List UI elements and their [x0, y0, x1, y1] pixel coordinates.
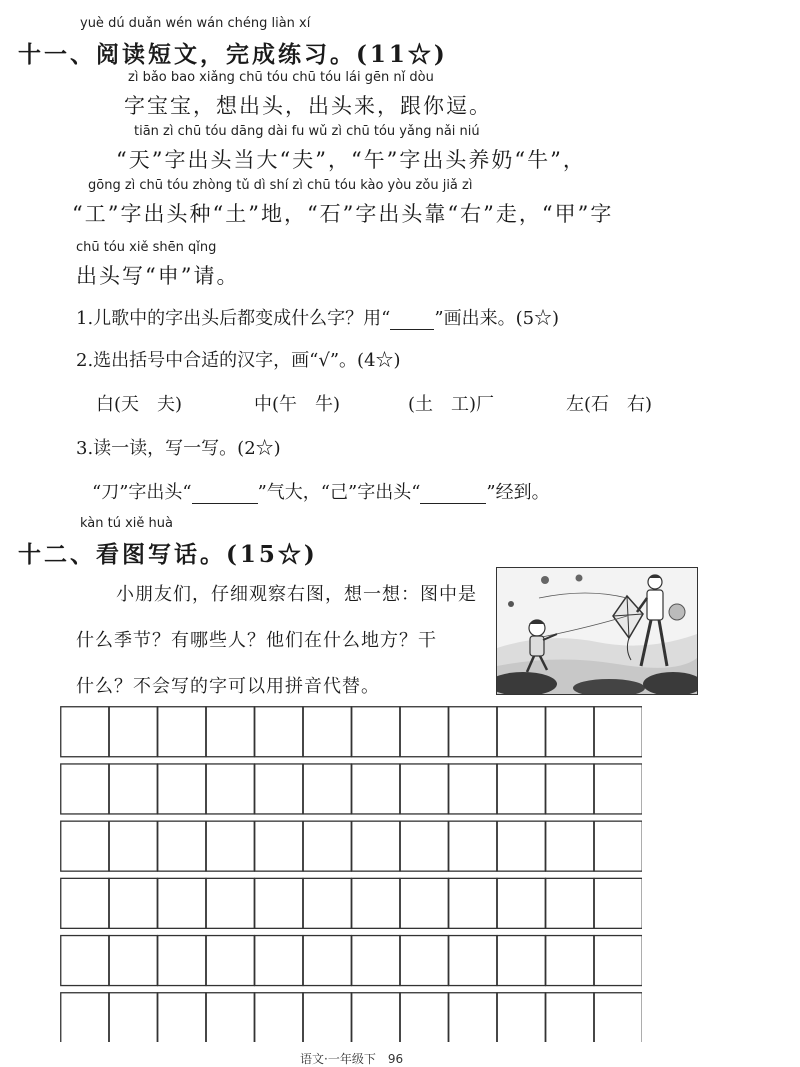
grid-cell[interactable] — [449, 764, 497, 814]
grid-cell[interactable] — [352, 764, 400, 814]
grid-cell[interactable] — [109, 878, 157, 928]
poem-line2: “天”字出头当大“夫”，“午”字出头养奶“牛”， — [116, 148, 586, 172]
q3-fill-line: “刀”字出头“ ”气大，“己”字出头“ ”经到。 — [92, 482, 550, 503]
q1-blank[interactable] — [390, 311, 434, 330]
grid-cell[interactable] — [158, 764, 206, 814]
grid-cell[interactable] — [303, 936, 351, 986]
kite-flying-illustration — [496, 567, 698, 695]
poem-line1: 字宝宝，想出头，出头来，跟你逗。 — [124, 94, 492, 118]
grid-cell[interactable] — [352, 936, 400, 986]
grid-cell[interactable] — [255, 821, 303, 871]
grid-cell[interactable] — [497, 707, 545, 757]
question-2: 2.选出括号中合适的汉字，画“√”。(4☆) — [76, 350, 401, 371]
grid-cell[interactable] — [449, 936, 497, 986]
grid-cell[interactable] — [352, 993, 400, 1042]
section12-pinyin: kàn tú xiě huà — [80, 516, 173, 531]
grid-cell[interactable] — [61, 878, 109, 928]
grid-cell[interactable] — [255, 878, 303, 928]
q2-option-2[interactable]: 中(午 牛) — [254, 394, 341, 415]
grid-cell[interactable] — [158, 936, 206, 986]
grid-cell[interactable] — [594, 993, 642, 1042]
section11-title: 十一、阅读短文，完成练习。(11☆) — [18, 41, 448, 68]
q2-option-1[interactable]: 白(天 夫) — [96, 394, 183, 415]
grid-cell[interactable] — [497, 936, 545, 986]
grid-cell[interactable] — [594, 936, 642, 986]
grid-cell[interactable] — [497, 878, 545, 928]
q2-option-3[interactable]: (土 工)厂 — [408, 394, 495, 415]
section12-title: 十二、看图写话。(15☆) — [18, 541, 318, 568]
grid-cell[interactable] — [594, 878, 642, 928]
grid-cell[interactable] — [61, 764, 109, 814]
grid-cell[interactable] — [109, 936, 157, 986]
grid-cell[interactable] — [400, 993, 448, 1042]
grid-cell[interactable] — [449, 993, 497, 1042]
instruction-line3: 什么？不会写的字可以用拼音代替。 — [76, 676, 380, 697]
question-3: 3.读一读，写一写。(2☆) — [76, 438, 281, 459]
grid-cell[interactable] — [449, 821, 497, 871]
grid-cell[interactable] — [109, 821, 157, 871]
grid-cell[interactable] — [400, 764, 448, 814]
grid-cell[interactable] — [546, 821, 594, 871]
poem-line3-pinyin: gōng zì chū tóu zhòng tǔ dì shí zì chū tóu kào yòu zǒu jiǎ zì — [88, 178, 473, 193]
grid-cell[interactable] — [352, 821, 400, 871]
grid-cell[interactable] — [61, 707, 109, 757]
grid-cell[interactable] — [546, 878, 594, 928]
grid-cell[interactable] — [449, 707, 497, 757]
section11-pinyin: yuè dú duǎn wén wán chéng liàn xí — [80, 16, 311, 31]
grid-cell[interactable] — [255, 993, 303, 1042]
q3-blank-1[interactable] — [192, 485, 258, 504]
grid-cell[interactable] — [546, 764, 594, 814]
grid-cell[interactable] — [400, 707, 448, 757]
poem-line3: “工”字出头种“土”地，“石”字出头靠“右”走，“甲”字 — [72, 202, 614, 226]
instruction-line2: 什么季节？有哪些人？他们在什么地方？干 — [76, 630, 437, 651]
grid-cell[interactable] — [594, 821, 642, 871]
grid-cell[interactable] — [61, 993, 109, 1042]
grid-cell[interactable] — [158, 707, 206, 757]
q3-blank-2[interactable] — [420, 485, 486, 504]
question-1: 1.儿歌中的字出头后都变成什么字？用“ ”画出来。(5☆) — [76, 308, 560, 329]
grid-cell[interactable] — [594, 707, 642, 757]
grid-cell[interactable] — [158, 878, 206, 928]
grid-cell[interactable] — [206, 707, 254, 757]
grid-cell[interactable] — [352, 878, 400, 928]
grid-cell[interactable] — [594, 764, 642, 814]
grid-cell[interactable] — [449, 878, 497, 928]
grid-cell[interactable] — [303, 707, 351, 757]
grid-cell[interactable] — [206, 936, 254, 986]
grid-cell[interactable] — [255, 936, 303, 986]
grid-cell[interactable] — [352, 707, 400, 757]
poem-line1-pinyin: zì bǎo bao xiǎng chū tóu chū tóu lái gēn nǐ dòu — [128, 70, 434, 85]
grid-cell[interactable] — [546, 707, 594, 757]
grid-cell[interactable] — [255, 707, 303, 757]
grid-cell[interactable] — [497, 764, 545, 814]
grid-cell[interactable] — [206, 821, 254, 871]
instruction-line1: 小朋友们，仔细观察右图，想一想：图中是 — [116, 584, 477, 605]
grid-cell[interactable] — [497, 821, 545, 871]
grid-cell[interactable] — [61, 936, 109, 986]
poem-line4-pinyin: chū tóu xiě shēn qǐng — [76, 240, 217, 255]
grid-cell[interactable] — [206, 993, 254, 1042]
grid-cell[interactable] — [109, 764, 157, 814]
grid-cell[interactable] — [158, 821, 206, 871]
grid-cell[interactable] — [206, 878, 254, 928]
grid-cell[interactable] — [546, 936, 594, 986]
grid-cell[interactable] — [109, 993, 157, 1042]
page-footer: 语文·一年级下 96 — [300, 1052, 404, 1066]
q2-option-4[interactable]: 左(石 右) — [566, 394, 653, 415]
poem-line4: 出头写“申”请。 — [76, 264, 240, 288]
grid-cell[interactable] — [400, 821, 448, 871]
grid-cell[interactable] — [546, 993, 594, 1042]
grid-cell[interactable] — [303, 993, 351, 1042]
writing-grid[interactable] — [60, 706, 642, 1042]
grid-cell[interactable] — [61, 821, 109, 871]
grid-cell[interactable] — [158, 993, 206, 1042]
grid-cell[interactable] — [206, 764, 254, 814]
grid-cell[interactable] — [303, 821, 351, 871]
grid-cell[interactable] — [255, 764, 303, 814]
grid-cell[interactable] — [400, 936, 448, 986]
grid-cell[interactable] — [303, 878, 351, 928]
grid-cell[interactable] — [303, 764, 351, 814]
grid-cell[interactable] — [497, 993, 545, 1042]
poem-line2-pinyin: tiān zì chū tóu dāng dài fu wǔ zì chū tóu yǎng nǎi niú — [134, 124, 480, 139]
grid-cell[interactable] — [109, 707, 157, 757]
grid-cell[interactable] — [400, 878, 448, 928]
